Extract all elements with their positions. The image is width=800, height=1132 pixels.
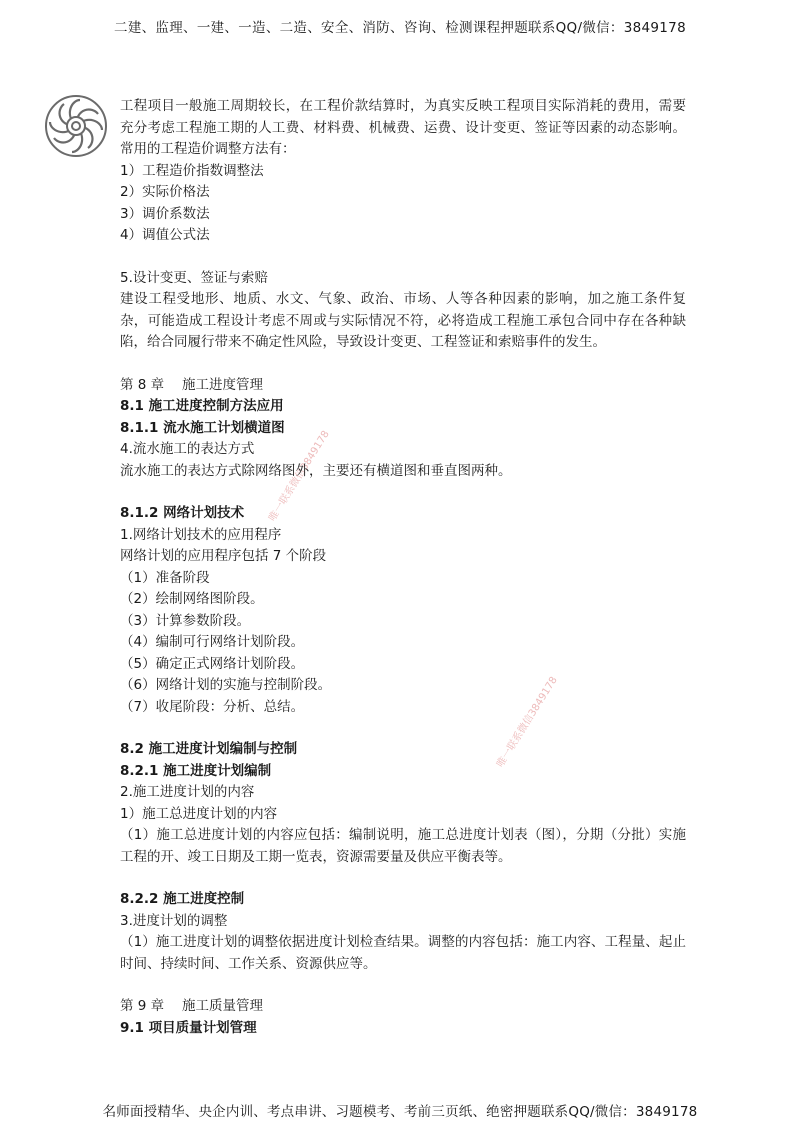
subsection-title: 4.流水施工的表达方式 [120, 441, 255, 457]
list-item: （6）网络计划的实施与控制阶段。 [120, 677, 332, 693]
section-paragraph: 流水施工的表达方式除网络图外，主要还有横道图和垂直图两种。 [120, 462, 512, 479]
list-item: （5）确定正式网络计划阶段。 [120, 655, 305, 672]
subsection-heading: 8.2.2 施工进度控制 [120, 891, 245, 907]
list-item: （1）准备阶段 [120, 569, 210, 586]
section-paragraph: 网络计划的应用程序包括 7 个阶段 [120, 548, 327, 564]
watermark-text: 唯一联系微信3849178 [267, 428, 332, 524]
page-header: 二建、监理、一建、一造、二造、安全、消防、咨询、检测课程押题联系QQ/微信：3849178 [114, 20, 686, 36]
subsection-title: 2.施工进度计划的内容 [120, 784, 255, 800]
page-footer: 名师面授精华、央企内训、考点串讲、习题模考、考前三页纸、绝密押题联系QQ/微信：3849178 [102, 1104, 698, 1120]
list-item: 1）工程造价指数调整法 [120, 162, 264, 179]
list-item: （2）绘制网络图阶段。 [120, 591, 264, 607]
list-item: 3）调价系数法 [120, 205, 210, 222]
section-heading: 9.1 项目质量计划管理 [120, 1019, 257, 1036]
subsection-heading: 8.1.1 流水施工计划横道图 [120, 419, 285, 436]
list-item: （4）编制可行网络计划阶段。 [120, 634, 305, 650]
subsection-heading: 8.1.2 网络计划技术 [120, 505, 245, 521]
section-paragraph: （1）施工总进度计划的内容应包括：编制说明，施工总进度计划表（图），分期（分批）实施工程的开、竣工日期及工期一览表，资源需要量及供应平衡表等。 [120, 827, 686, 865]
section-heading: 8.2 施工进度计划编制与控制 [120, 741, 298, 757]
list-item: 2）实际价格法 [120, 184, 210, 200]
section-title: 5.设计变更、签证与索赔 [120, 269, 268, 286]
chapter-title: 第 8 章 施工进度管理 [120, 376, 263, 393]
section-paragraph: （1）施工进度计划的调整依据进度计划检查结果。调整的内容包括：施工内容、工程量、起止时间、持续时间、工作关系、资源供应等。 [120, 934, 686, 972]
list-item: （7）收尾阶段：分析、总结。 [120, 698, 305, 715]
chapter-title: 第 9 章 施工质量管理 [120, 998, 263, 1014]
list-item: （3）计算参数阶段。 [120, 612, 251, 629]
subsection-title: 1.网络计划技术的应用程序 [120, 526, 282, 543]
section-heading: 8.1 施工进度控制方法应用 [120, 398, 284, 414]
subsection-title: 1）施工总进度计划的内容 [120, 805, 278, 822]
subsection-heading: 8.2.1 施工进度计划编制 [120, 762, 272, 779]
list-item: 4）调值公式法 [120, 227, 210, 243]
intro-paragraph: 工程项目一般施工周期较长，在工程价款结算时，为真实反映工程项目实际消耗的费用，需要充分考虑工程施工期的人工费、材料费、机械费、运费、设计变更、签证等因素的动态影响。常用的工程造价调整方法有： [120, 98, 686, 157]
watermark-text: 唯一联系微信3849178 [495, 674, 560, 770]
spiral-logo-icon [44, 94, 108, 158]
document-body [120, 96, 686, 1039]
subsection-title: 3.进度计划的调整 [120, 912, 228, 929]
section-paragraph: 建设工程受地形、地质、水文、气象、政治、市场、人等各种因素的影响，加之施工条件复杂，可能造成工程设计考虑不周或与实际情况不符，必将造成工程施工承包合同中存在各种缺陷，给合同履行带来不确定性风险，导致设计变更、工程签证和索赔事件的发生。 [120, 291, 686, 350]
